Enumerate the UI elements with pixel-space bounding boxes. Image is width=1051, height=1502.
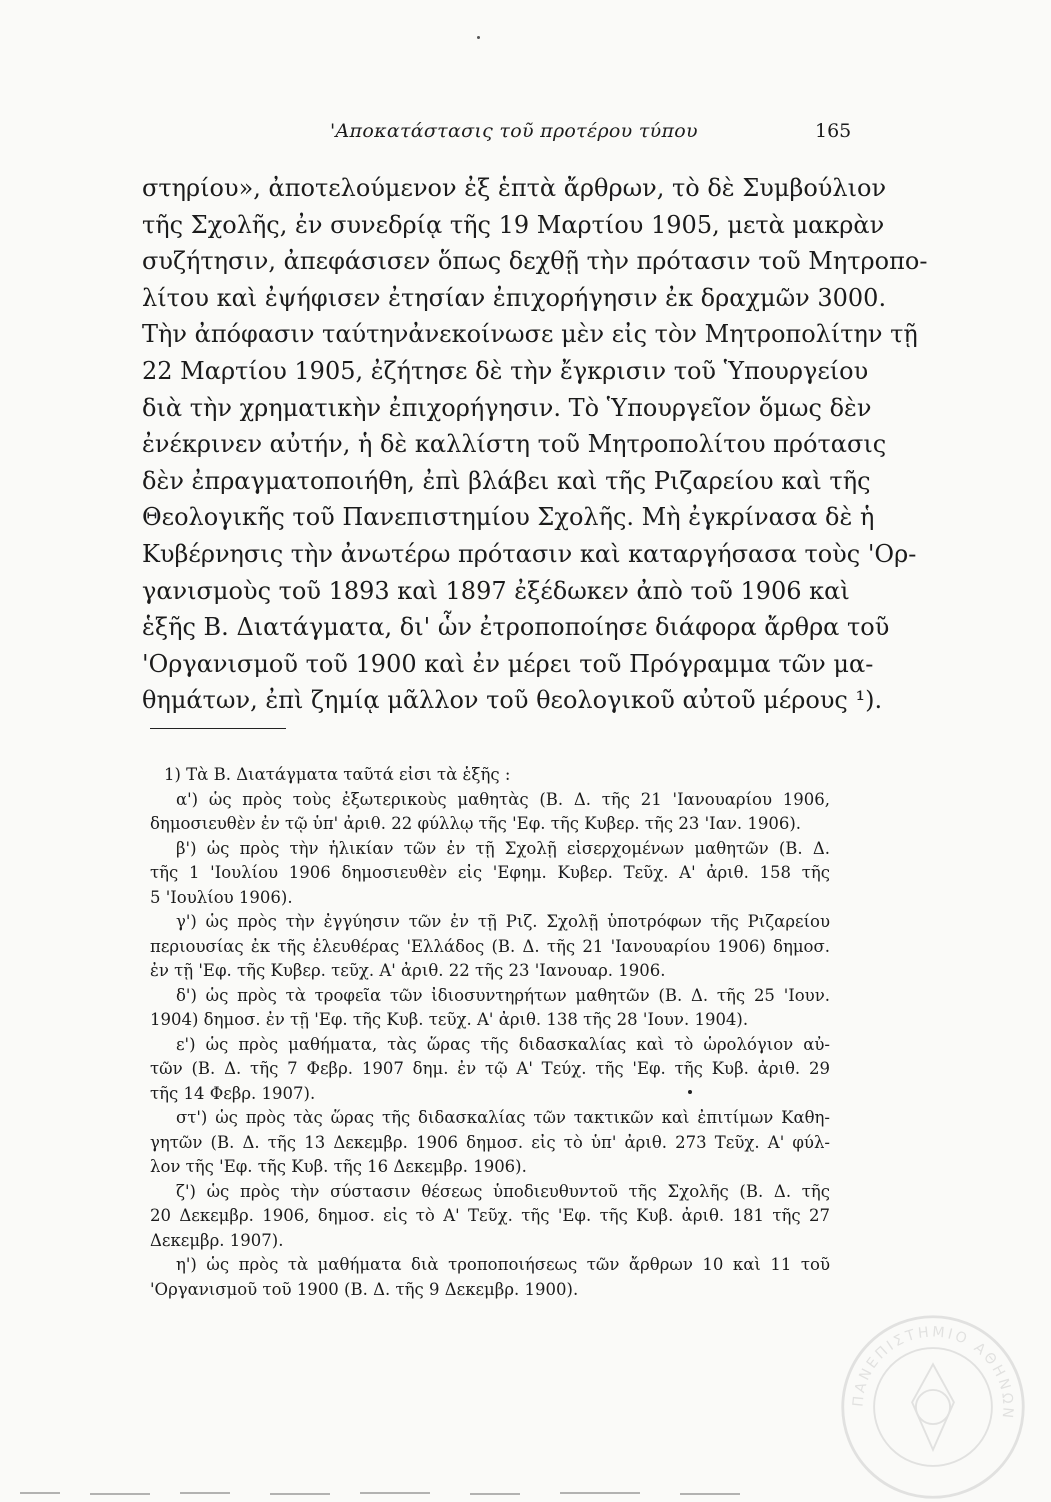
body-line: δὲν ἐπραγματοποιήθη, ἐπὶ βλάβει καὶ τῆς Ριζαρείου καὶ τῆς <box>142 466 871 495</box>
footnote-line: τῆς 14 Φεβρ. 1907). <box>150 1083 316 1103</box>
footnote-line: δημοσιευθὲν ἐν τῷ ὑπ' ἀριθ. 22 φύλλῳ τῆς 'Εφ. τῆς Κυβερ. τῆς 23 'Ιαν. 1906). <box>150 814 802 833</box>
body-line: λίτου καὶ ἐψήφισεν ἐτησίαν ἐπιχορήγησιν ἐκ δραχμῶν 3000. <box>142 283 887 312</box>
footnote-line: δ') ὡς πρὸς τὰ τροφεῖα τῶν ἰδιοσυντηρήτων μαθητῶν (Β. Δ. τῆς 25 'Ιουν. <box>176 985 830 1005</box>
body-line: στηρίου», ἀποτελούμενον ἐξ ἑπτὰ ἄρθρων, τὸ δὲ Συμβούλιον <box>142 174 887 202</box>
running-head: 'Αποκατάστασις τοῦ προτέρου τύπου <box>330 120 698 142</box>
footnote-line: η') ὡς πρὸς τὰ μαθήματα διὰ τροποποιήσεως τῶν ἄρθρων 10 καὶ 11 τοῦ <box>176 1255 830 1274</box>
scan-speck <box>688 1090 692 1094</box>
body-line: Θεολογικῆς τοῦ Πανεπιστημίου Σχολῆς. Μὴ ἐγκρίνασα δὲ ἡ <box>142 503 875 532</box>
body-line: διὰ τὴν χρηματικὴν ἐπιχορήγησιν. Τὸ Ὑπουργεῖον ὅμως δὲν <box>142 393 872 422</box>
footnote-line: 1904) δημοσ. ἐν τῇ 'Εφ. τῆς Κυβ. τεῦχ. Α' ἀριθ. 138 τῆς 28 'Ιουν. 1904). <box>150 1010 749 1029</box>
footnote-line: ε') ὡς πρὸς μαθήματα, τὰς ὥρας τῆς διδασκαλίας καὶ τὸ ὡρολόγιον αὐ- <box>176 1034 830 1054</box>
body-line: συζήτησιν, ἀπεφάσισεν ὅπως δεχθῇ τὴν πρότασιν τοῦ Μητροπο- <box>142 247 928 276</box>
body-text <box>142 170 928 719</box>
scan-speck <box>477 36 480 39</box>
footnote-line: τῆς 1 'Ιουλίου 1906 δημοσιευθὲν εἰς 'Εφημ. Κυβερ. Τεῦχ. Α' ἀριθ. 158 τῆς <box>150 863 830 882</box>
page-number: 165 <box>815 120 852 142</box>
footnote-line: λον τῆς 'Εφ. τῆς Κυβ. τῆς 16 Δεκεμβρ. 1906). <box>150 1157 527 1176</box>
footnote-line: α') ὡς πρὸς τοὺς ἐξωτερικοὺς μαθητὰς (Β. Δ. τῆς 21 'Ιανουαρίου 1906, <box>176 789 830 809</box>
footnote-line: 5 'Ιουλίου 1906). <box>150 887 293 907</box>
footnote-heading: 1) Τὰ Β. Διατάγματα ταῦτά εἰσι τὰ ἑξῆς : <box>164 765 511 784</box>
footnote-line: ἐν τῇ 'Εφ. τῆς Κυβερ. τεῦχ. Α' ἀριθ. 22 τῆς 23 'Ιανουαρ. 1906. <box>150 961 666 980</box>
body-line: 22 Μαρτίου 1905, ἐζήτησε δὲ τὴν ἔγκρισιν τοῦ Ὑπουργείου <box>142 356 869 385</box>
library-stamp-icon <box>838 1312 1028 1502</box>
footnotes <box>150 763 830 1302</box>
footnote-line: ζ') ὡς πρὸς τὴν σύστασιν θέσεως ὑποδιευθυντοῦ τῆς Σχολῆς (Β. Δ. τῆς <box>176 1181 830 1201</box>
body-line: Τὴν ἀπόφασιν ταύτηνἀνεκοίνωσε μὲν εἰς τὸν Μητροπολίτην τῇ <box>142 320 918 349</box>
scan-edge-marks <box>0 1485 1051 1500</box>
body-line: ἑξῆς Β. Διατάγματα, δι' ὧν ἐτροποποίησε διάφορα ἄρθρα τοῦ <box>142 613 890 642</box>
body-line: 'Οργανισμοῦ τοῦ 1900 καὶ ἐν μέρει τοῦ Πρόγραμμα τῶν μα- <box>142 649 874 678</box>
footnote-line: 'Οργανισμοῦ τοῦ 1900 (Β. Δ. τῆς 9 Δεκεμβρ. 1900). <box>150 1279 579 1299</box>
body-line: Κυβέρνησις τὴν ἀνωτέρω πρότασιν καὶ καταργήσασα τοὺς 'Ορ- <box>142 539 917 568</box>
footnote-line: β') ὡς πρὸς τὴν ἡλικίαν τῶν ἐν τῇ Σχολῇ εἰσερχομένων μαθητῶν (Β. Δ. <box>176 838 830 858</box>
footnote-line: Δεκεμβρ. 1907). <box>150 1230 284 1250</box>
footnote-line: περιουσίας ἐκ τῆς ἐλευθέρας 'Ελλάδος (Β. Δ. τῆς 21 'Ιανουαρίου 1906) δημοσ. <box>150 936 830 956</box>
footnote-line: 20 Δεκεμβρ. 1906, δημοσ. εἰς τὸ Α' Τεῦχ. τῆς 'Εφ. τῆς Κυβ. ἀριθ. 181 τῆς 27 <box>150 1206 830 1225</box>
footnote-rule <box>150 728 286 729</box>
footnote-line: στ') ὡς πρὸς τὰς ὥρας τῆς διδασκαλίας τῶν τακτικῶν καὶ ἐπιτίμων Καθη- <box>176 1108 830 1127</box>
body-line: τῆς Σχολῆς, ἐν συνεδρίᾳ τῆς 19 Μαρτίου 1905, μετὰ μακρὰν <box>142 210 885 239</box>
footnote-line: γ') ὡς πρὸς τὴν ἐγγύησιν τῶν ἐν τῇ Ριζ. Σχολῇ ὑποτρόφων τῆς Ριζαρείου <box>176 912 830 931</box>
footnote-line: τῶν (Β. Δ. τῆς 7 Φεβρ. 1907 δημ. ἐν τῷ Α' Τεύχ. τῆς 'Εφ. τῆς Κυβ. ἀριθ. 29 <box>150 1059 830 1078</box>
body-line: ἐνέκρινεν αὐτήν, ἡ δὲ καλλίστη τοῦ Μητροπολίτου πρότασις <box>142 430 887 459</box>
body-line: θημάτων, ἐπὶ ζημίᾳ μᾶλλον τοῦ θεολογικοῦ αὐτοῦ μέρους ¹). <box>142 686 883 715</box>
body-line: γανισμοὺς τοῦ 1893 καὶ 1897 ἐξέδωκεν ἀπὸ τοῦ 1906 καὶ <box>142 576 850 605</box>
footnote-line: γητῶν (Β. Δ. τῆς 13 Δεκεμβρ. 1906 δημοσ. εἰς τὸ ὑπ' ἀριθ. 273 Τεῦχ. Α' φύλ- <box>150 1132 830 1152</box>
stamp-text: ΠΑΝΕΠΙΣΤΗΜΙΟ ΑΘΗΝΩΝ <box>850 1324 1016 1422</box>
